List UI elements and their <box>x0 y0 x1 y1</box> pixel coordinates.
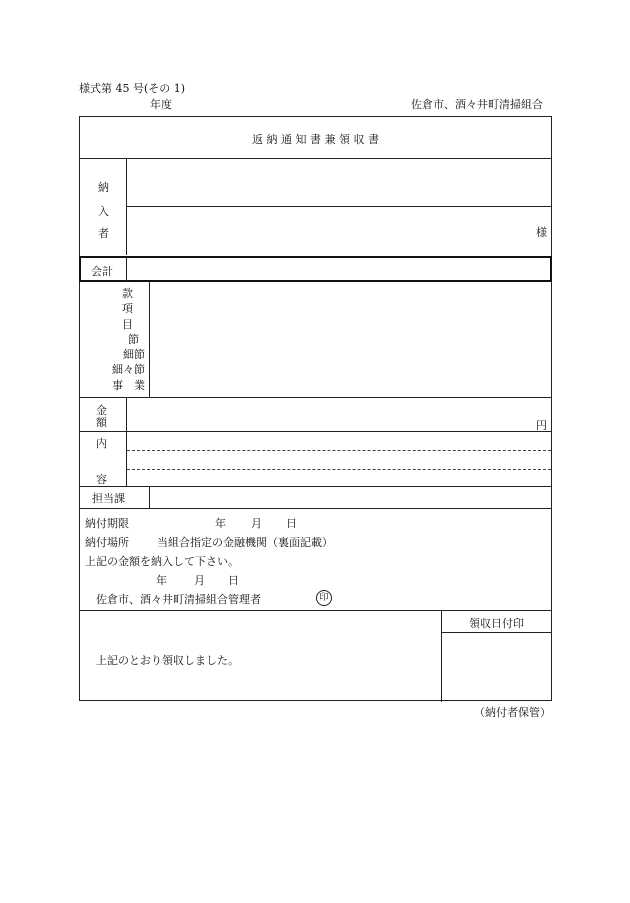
place-value: 当組合指定の金融機関（裏面記載） <box>157 536 333 549</box>
budget-item-jigyou: 事 業 <box>112 378 145 392</box>
content-field[interactable] <box>128 433 548 483</box>
form-title: 返 納 通 知 書 兼 領 収 書 <box>252 133 379 146</box>
honorific: 様 <box>536 226 547 239</box>
divider <box>126 397 127 486</box>
deadline-label: 納付期限 <box>85 517 129 530</box>
payer-label-2: 入 <box>98 205 109 218</box>
form-number: 様式第 45 号(その 1) <box>79 82 186 95</box>
budget-item-setsu: 節 <box>128 332 139 346</box>
divider <box>149 486 150 508</box>
place-label: 納付場所 <box>85 536 129 549</box>
payer-copy-note: （納付者保管） <box>474 706 551 719</box>
department-label: 担当課 <box>92 492 125 505</box>
budget-item-saisaisetsu: 細々節 <box>112 363 145 377</box>
payer-address-line <box>126 206 551 207</box>
divider <box>80 610 551 611</box>
deadline-year: 年 <box>215 517 226 530</box>
receipt-stamp-area[interactable] <box>444 635 549 699</box>
receipt-stamp-label: 領収日付印 <box>469 617 524 630</box>
seal-icon: 印 <box>316 590 332 606</box>
received-text: 上記のとおり領収しました。 <box>96 654 239 667</box>
deadline-day: 日 <box>286 517 297 530</box>
divider <box>441 632 551 633</box>
budget-item-kou: 項 <box>122 302 133 316</box>
divider <box>149 282 150 397</box>
deadline-month: 月 <box>251 517 262 530</box>
payer-name-field[interactable] <box>127 208 527 254</box>
budget-items-labels <box>80 286 149 393</box>
budget-item-moku: 目 <box>122 317 133 331</box>
content-label-1: 内 <box>96 437 107 450</box>
organization-name: 佐倉市、酒々井町清掃組合 <box>411 98 543 111</box>
divider <box>80 508 551 509</box>
issue-year: 年 <box>156 574 167 587</box>
amount-field[interactable] <box>128 399 528 429</box>
payer-address-field[interactable] <box>127 159 551 205</box>
account-field[interactable] <box>128 258 548 280</box>
budget-items-field[interactable] <box>151 284 549 394</box>
budget-item-saisetsu: 細節 <box>123 348 145 362</box>
notice-receipt-form <box>79 116 552 701</box>
divider <box>80 486 551 487</box>
budget-item-kan: 款 <box>122 287 133 300</box>
issue-day: 日 <box>228 574 239 587</box>
issue-month: 月 <box>194 574 205 587</box>
fiscal-year-label: 年度 <box>150 98 172 111</box>
content-label-2: 容 <box>96 473 107 486</box>
amount-label-2: 額 <box>96 416 107 429</box>
divider <box>80 397 551 398</box>
manager-name: 佐倉市、酒々井町清掃組合管理者 <box>96 593 261 606</box>
account-label: 会計 <box>91 265 113 278</box>
payer-label-1: 納 <box>98 181 109 194</box>
yen-unit: 円 <box>536 419 547 432</box>
payer-label-3: 者 <box>98 227 109 240</box>
instruction-text: 上記の金額を納入して下さい。 <box>85 555 239 568</box>
divider <box>80 431 551 432</box>
amount-label-1: 金 <box>96 404 107 417</box>
department-field[interactable] <box>151 488 549 506</box>
divider <box>126 256 127 282</box>
